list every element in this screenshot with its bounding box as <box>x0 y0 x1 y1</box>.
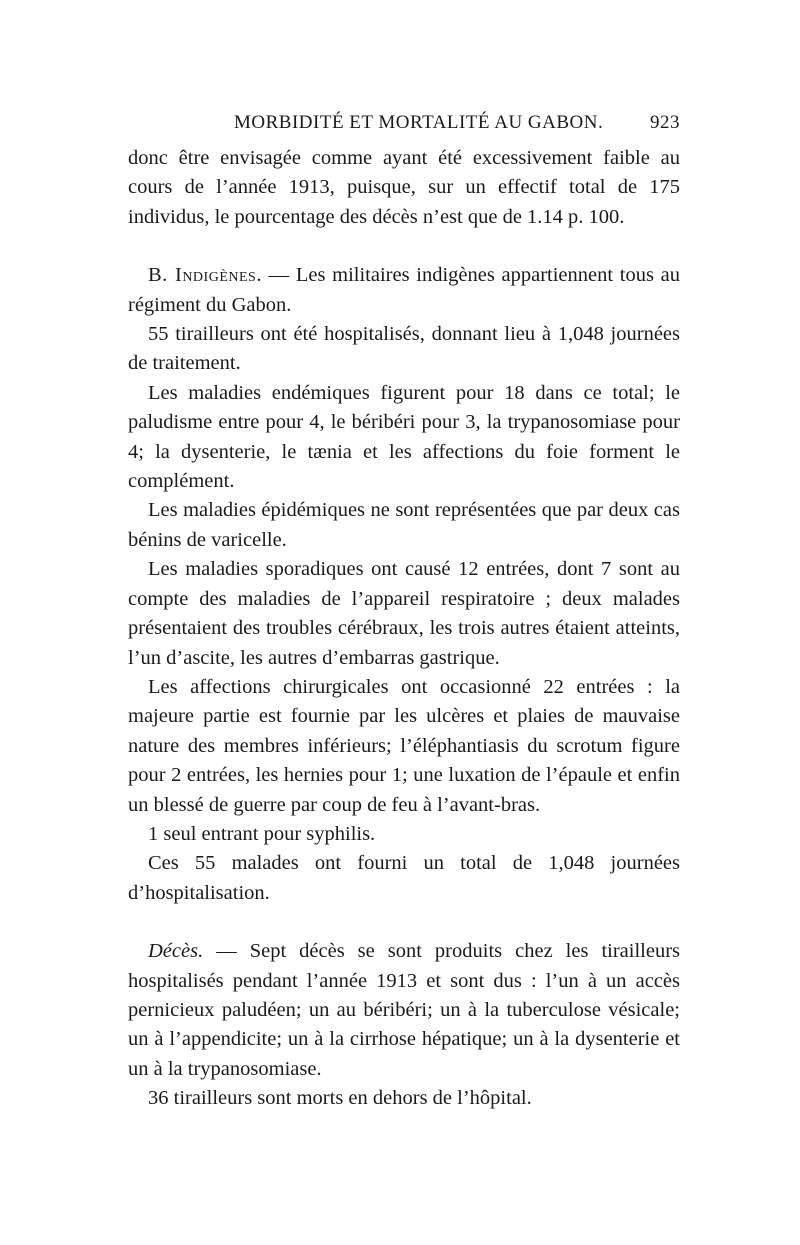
paragraph-endemiques: Les maladies endémiques figurent pour 18 dans ce total; le paludisme entre pour 4, le béribéri pour 3, la trypanosomiase pour 4; la dysenterie, le tænia et les affections du foie forment le complément. <box>128 381 680 493</box>
running-head <box>128 112 680 134</box>
section-heading-deces: Décès. <box>148 940 204 963</box>
paragraph-hospitalises: 55 tirailleurs ont été hospitalisés, donnant lieu à 1,048 journées de traitement. <box>128 323 680 375</box>
paragraph-morts-dehors: 36 tirailleurs sont morts en dehors de l’hôpital. <box>148 1087 532 1110</box>
paragraph-indigenes-text: — Les militaires indigènes appartiennent tous au régiment du Gabon. <box>128 264 680 316</box>
paragraph-sporadiques: Les maladies sporadiques ont causé 12 entrées, dont 7 sont au compte des maladies de l’appareil respiratoire ; deux malades présentaient des troubles cérébraux, les trois autres étaient atteints, l’un d’ascite, les autres d’embarras gastrique. <box>128 558 680 669</box>
paragraph-chirurgicales: Les affections chirurgicales ont occasionné 22 entrées : la majeure partie est fournie par les ulcères et plaies de mauvaise nature des membres inférieurs; l’éléphantiasis du scrotum figure pour 2 entrées, les hernies pour 1; une luxation de l’épaule et enfin un blessé de guerre par coup de feu à l’avant-bras. <box>128 675 680 816</box>
section-heading-indigenes: B. Indigènes. <box>148 264 262 287</box>
paragraph-deces-text: — Sept décès se sont produits chez les tirailleurs hospitalisés pendant l’année 1913 et sont dus : l’un à un accès pernicieux paludéen; un au béribéri; un à la tuberculose vésicale; un à l’appendicite; un à la cirrhose hépatique; un à la dysenterie et un à la trypanosomiase. <box>128 940 680 1080</box>
section-gap <box>128 908 680 937</box>
running-title: MORBIDITÉ ET MORTALITÉ AU GABON. <box>234 112 604 133</box>
paragraph-indigenes <box>128 261 680 320</box>
section-gap <box>128 232 680 261</box>
paragraph-syphilis: 1 seul entrant pour syphilis. <box>148 822 376 845</box>
paragraph-deces <box>128 937 680 1084</box>
paragraph-total: Ces 55 malades ont fourni un total de 1,048 journées d’hospitalisation. <box>128 852 680 904</box>
page <box>128 112 680 1114</box>
page-number: 923 <box>650 112 680 133</box>
paragraph-epidemiques: Les maladies épidémiques ne sont représentées que par deux cas bénins de varicelle. <box>128 499 680 551</box>
paragraph-continuation: donc être envisagée comme ayant été excessivement faible au cours de l’année 1913, puisque, sur un effectif total de 175 individus, le pourcentage des décès n’est que de 1.14 p. 100. <box>128 147 680 228</box>
